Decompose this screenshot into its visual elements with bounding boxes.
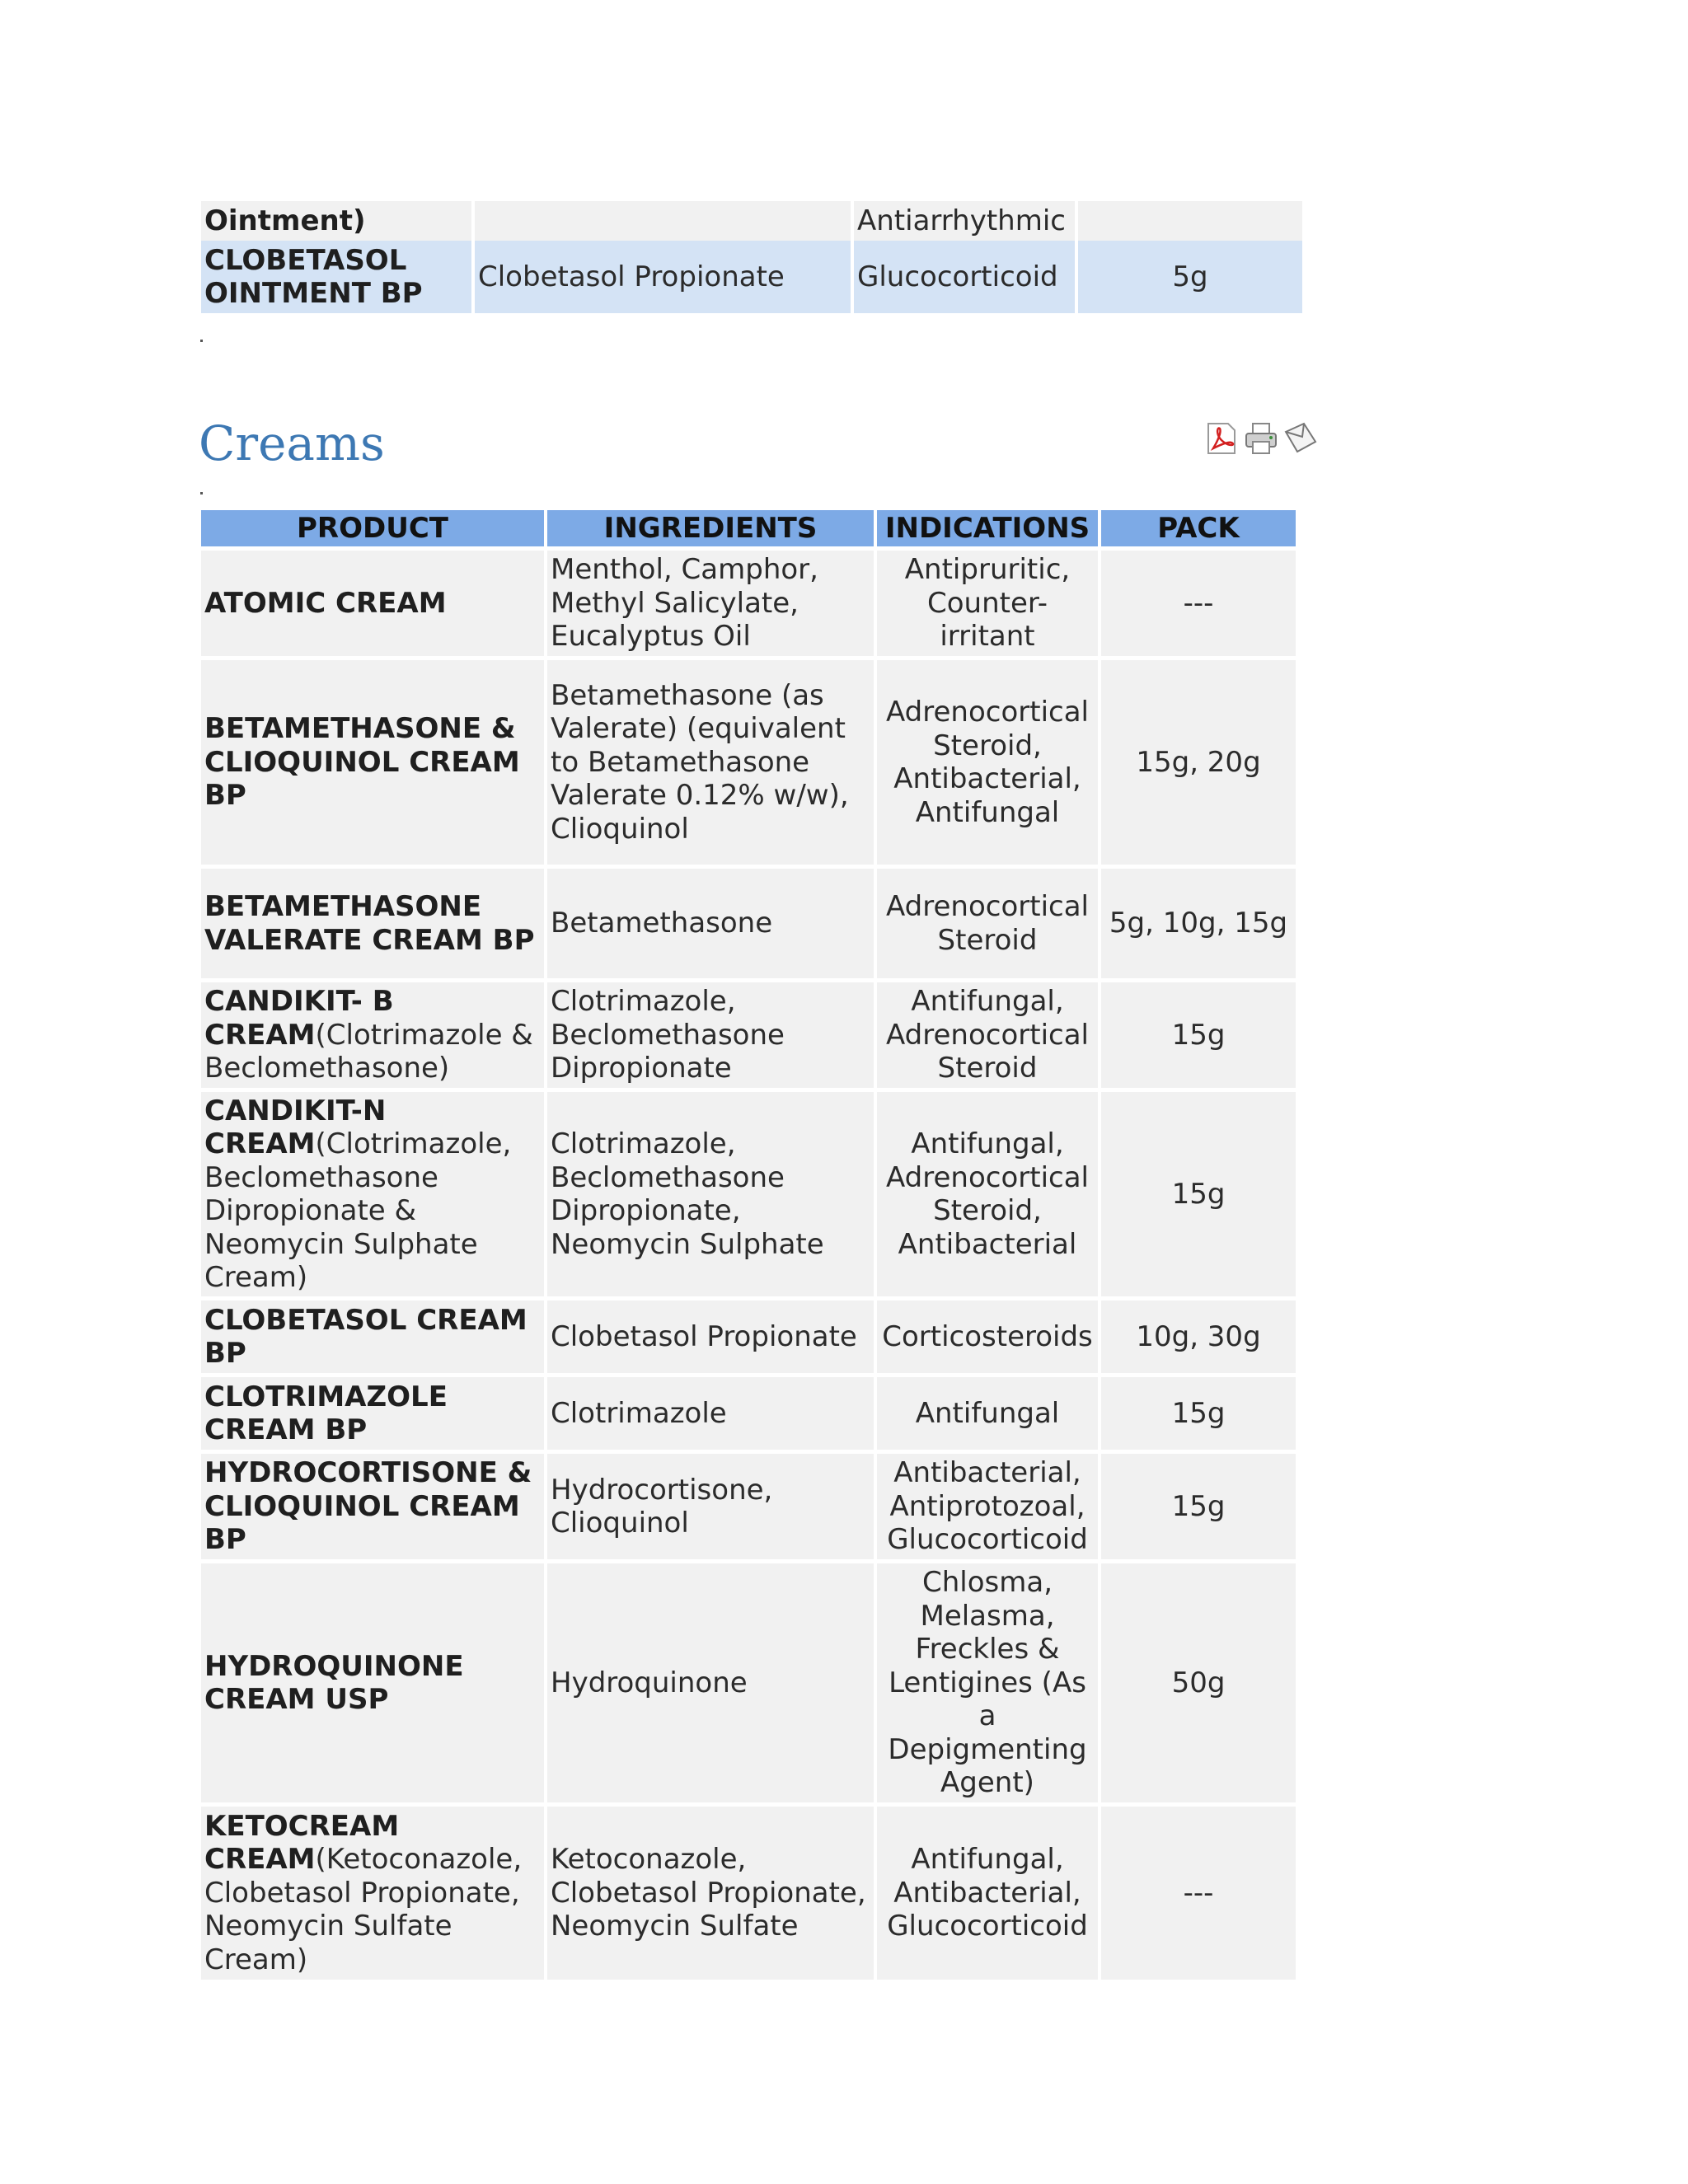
product-name: CLOTRIMAZOLE CREAM BP <box>204 1380 448 1446</box>
product-name: BETAMETHASONE VALERATE CREAM BP <box>204 890 535 957</box>
email-icon[interactable] <box>1282 420 1319 457</box>
indications-cell: Antifungal, Adrenocortical Steroid, Antibacterial <box>877 1092 1098 1296</box>
pdf-icon[interactable] <box>1203 420 1240 457</box>
section-tools <box>1203 420 1319 457</box>
product-name: ATOMIC CREAM <box>204 586 447 620</box>
indications-cell: Antifungal <box>877 1377 1098 1450</box>
indications-cell: Antipruritic, Counter-irritant <box>877 551 1098 656</box>
ingredients-cell: Clotrimazole, Beclomethasone Dipropionate <box>547 982 874 1088</box>
ingredients-cell <box>475 201 851 241</box>
indications-cell: Antifungal, Antibacterial, Glucocorticoid <box>877 1807 1098 1980</box>
product-detail: (Ketoconazole, Clobetasol Propionate, Neomycin Sulfate Cream) <box>204 1843 523 1976</box>
pack-cell: 15g <box>1101 982 1296 1088</box>
product-name: HYDROCORTISONE & CLIOQUINOL CREAM BP <box>204 1456 532 1557</box>
header-ingredients: INGREDIENTS <box>547 510 874 546</box>
pack-cell: 15g, 20g <box>1101 660 1296 865</box>
ingredients-cell: Hydroquinone <box>547 1563 874 1802</box>
product-name: CANDIKIT-N CREAM <box>204 1094 387 1160</box>
table-row <box>201 982 1296 1088</box>
product-name: HYDROQUINONE CREAM USP <box>204 1649 464 1716</box>
table-row <box>201 241 1302 313</box>
table-row <box>201 869 1296 978</box>
table-row <box>201 1092 1296 1296</box>
table-row <box>201 201 1302 241</box>
indications-cell: Antifungal, Adrenocortical Steroid <box>877 982 1098 1088</box>
product-cell <box>201 1454 544 1559</box>
product-detail: (Clotrimazole & Beclomethasone) <box>204 1018 533 1085</box>
pack-cell: 15g <box>1101 1377 1296 1450</box>
pack-cell: 15g <box>1101 1454 1296 1559</box>
product-cell <box>201 551 544 656</box>
product-name: CLOBETASOL CREAM BP <box>204 1303 528 1370</box>
product-cell: Ointment) <box>201 201 471 241</box>
ingredients-cell: Clobetasol Propionate <box>547 1301 874 1373</box>
product-cell <box>201 1807 544 1980</box>
pack-cell <box>1078 201 1302 241</box>
product-name: CANDIKIT- B CREAM <box>204 985 394 1052</box>
product-name: KETOCREAM CREAM <box>204 1809 400 1877</box>
indications-cell: Antiarrhythmic <box>854 201 1075 241</box>
product-cell: CLOBETASOL OINTMENT BP <box>201 241 471 313</box>
ingredients-cell: Clotrimazole, Beclomethasone Dipropionate, Neomycin Sulphate <box>547 1092 874 1296</box>
pack-cell: 50g <box>1101 1563 1296 1802</box>
pack-cell: 5g, 10g, 15g <box>1101 869 1296 978</box>
table-row <box>201 1454 1296 1559</box>
pack-cell: 5g <box>1078 241 1302 313</box>
product-cell <box>201 982 544 1088</box>
indications-cell: Glucocorticoid <box>854 241 1075 313</box>
pack-cell: --- <box>1101 551 1296 656</box>
product-cell <box>201 660 544 865</box>
product-name: BETAMETHASONE & CLIOQUINOL CREAM BP <box>204 712 520 813</box>
table-row <box>201 1377 1296 1450</box>
indications-cell: Antibacterial, Antiprotozoal, Glucocorticoid <box>877 1454 1098 1559</box>
table-row <box>201 660 1296 865</box>
product-cell <box>201 1301 544 1373</box>
table-row <box>201 551 1296 656</box>
ingredients-cell: Betamethasone (as Valerate) (equivalent to Betamethasone Valerate 0.12% w/w), Clioquinol <box>547 660 874 865</box>
bullet-dot <box>200 340 203 342</box>
header-pack: PACK <box>1101 510 1296 546</box>
table-row <box>201 1807 1296 1980</box>
product-cell <box>201 1377 544 1450</box>
pack-cell: 15g <box>1101 1092 1296 1296</box>
ingredients-cell: Clobetasol Propionate <box>475 241 851 313</box>
creams-table <box>198 506 1299 1984</box>
pack-cell: 10g, 30g <box>1101 1301 1296 1373</box>
ingredients-cell: Betamethasone <box>547 869 874 978</box>
ingredients-cell: Ketoconazole, Clobetasol Propionate, Neomycin Sulfate <box>547 1807 874 1980</box>
table-header-row <box>201 510 1296 546</box>
product-detail: (Clotrimazole, Beclomethasone Dipropionate & Neomycin Sulphate Cream) <box>204 1127 512 1294</box>
ointments-table-continued <box>198 201 1306 313</box>
product-cell <box>201 1092 544 1296</box>
print-icon[interactable] <box>1243 420 1279 457</box>
indications-cell: Adrenocortical Steroid, Antibacterial, Antifungal <box>877 660 1098 865</box>
ingredients-cell: Hydrocortisone, Clioquinol <box>547 1454 874 1559</box>
table-row <box>201 1563 1296 1802</box>
bullet-dot <box>200 492 203 494</box>
ingredients-cell: Menthol, Camphor, Methyl Salicylate, Eucalyptus Oil <box>547 551 874 656</box>
product-cell <box>201 869 544 978</box>
pack-cell: --- <box>1101 1807 1296 1980</box>
table-row <box>201 1301 1296 1373</box>
indications-cell: Adrenocortical Steroid <box>877 869 1098 978</box>
indications-cell: Chlosma, Melasma, Freckles & Lentigines (As a Depigmenting Agent) <box>877 1563 1098 1802</box>
header-product: PRODUCT <box>201 510 544 546</box>
product-cell <box>201 1563 544 1802</box>
header-indications: INDICATIONS <box>877 510 1098 546</box>
section-title: Creams <box>199 415 385 471</box>
indications-cell: Corticosteroids <box>877 1301 1098 1373</box>
ingredients-cell: Clotrimazole <box>547 1377 874 1450</box>
